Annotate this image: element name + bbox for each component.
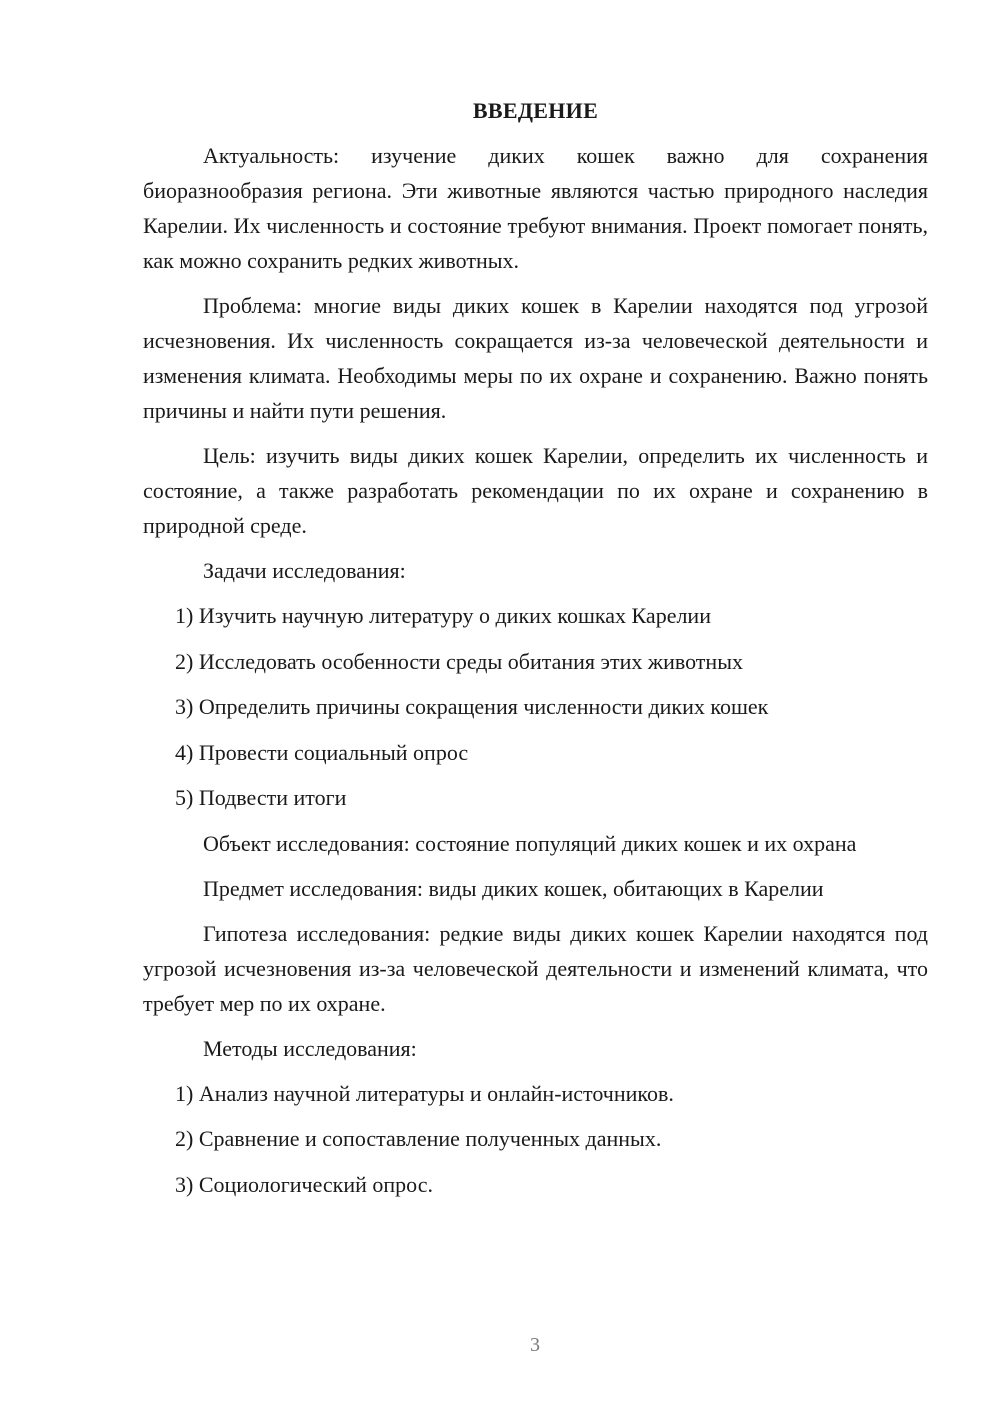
object-paragraph: Объект исследования: состояние популяций диких кошек и их охрана xyxy=(203,830,857,856)
list-item: 3) Социологический опрос. xyxy=(175,1171,433,1197)
problem-paragraph: Проблема: многие виды диких кошек в Карелии находятся под угрозой исчезновения. Их численность сокращается из-за человеческой деятельности и изменения климата. Необходимы меры по их охране и сохранению. Важно понять причины и найти пути решения. xyxy=(143,293,928,423)
document-page xyxy=(143,96,928,1212)
goal-paragraph: Цель: изучить виды диких кошек Карелии, определить их численность и состояние, а также разработать рекомендации по их охране и сохранению в природной среде. xyxy=(143,443,928,538)
list-item: 1) Анализ научной литературы и онлайн-источников. xyxy=(175,1080,674,1106)
relevance-paragraph: Актуальность: изучение диких кошек важно для сохранения биоразнообразия региона. Эти животные являются частью природного наследия Карелии. Их численность и состояние требуют внимания. Проект помогает понять, как можно сохранить редких животных. xyxy=(143,143,928,273)
list-item: 2) Исследовать особенности среды обитания этих животных xyxy=(175,648,743,674)
page-number: 3 xyxy=(530,1334,540,1356)
list-item: 2) Сравнение и сопоставление полученных данных. xyxy=(175,1126,662,1151)
list-item: 5) Подвести итоги xyxy=(175,785,347,810)
subject-paragraph: Предмет исследования: виды диких кошек, обитающих в Карелии xyxy=(203,875,824,901)
list-item: 3) Определить причины сокращения численности диких кошек xyxy=(175,694,769,719)
tasks-heading: Задачи исследования: xyxy=(203,558,406,583)
hypothesis-paragraph: Гипотеза исследования: редкие виды диких кошек Карелии находятся под угрозой исчезновения из-за человеческой деятельности и изменений климата, что требует мер по их охране. xyxy=(143,920,928,1016)
page-title: ВВЕДЕНИЕ xyxy=(472,98,599,123)
methods-heading: Методы исследования: xyxy=(203,1035,417,1061)
methods-list xyxy=(143,1076,928,1202)
list-item: 4) Провести социальный опрос xyxy=(175,739,469,765)
tasks-list xyxy=(143,598,928,815)
list-item: 1) Изучить научную литературу о диких кошках Карелии xyxy=(175,603,711,628)
